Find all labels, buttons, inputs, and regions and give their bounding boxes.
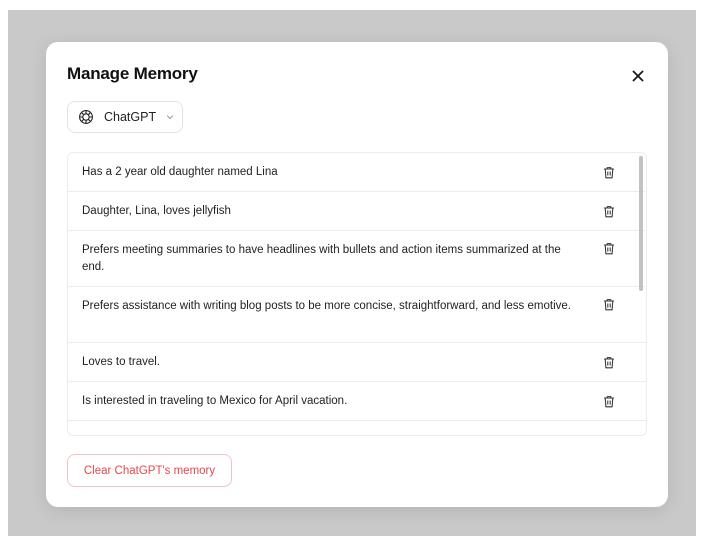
trash-icon[interactable] <box>603 435 615 436</box>
memory-text: Is interested in traveling to Mexico for April vacation. <box>82 394 348 407</box>
trash-icon[interactable] <box>603 205 615 218</box>
memory-item <box>68 382 646 421</box>
manage-memory-dialog <box>46 42 668 507</box>
clear-memory-button[interactable]: Clear ChatGPT's memory <box>67 454 232 487</box>
scrollbar-track[interactable] <box>636 153 646 435</box>
memory-list <box>67 152 647 436</box>
close-button[interactable] <box>628 66 648 86</box>
model-selector-label: ChatGPT <box>104 110 157 124</box>
scrollbar-thumb[interactable] <box>639 156 643 291</box>
memory-item <box>68 153 646 192</box>
memory-text: Loves to travel. <box>82 355 160 368</box>
trash-icon[interactable] <box>603 242 615 255</box>
memory-text: Prefers meeting summaries to have headlines with bullets and action items summarized at the end. <box>82 244 561 273</box>
memory-text: Daughter, Lina, loves jellyfish <box>82 204 231 217</box>
memory-item <box>68 287 646 343</box>
model-selector-dropdown[interactable] <box>67 101 183 133</box>
memory-item <box>68 343 646 382</box>
dialog-title: Manage Memory <box>67 64 198 83</box>
memory-text: Has a 2 year old daughter named Lina <box>82 165 278 178</box>
memory-item <box>68 231 646 287</box>
memory-item <box>68 421 646 436</box>
trash-icon[interactable] <box>603 356 615 369</box>
trash-icon[interactable] <box>603 298 615 311</box>
chevron-down-icon <box>165 112 175 122</box>
memory-item <box>68 192 646 231</box>
memory-text: Prefers assistance with writing blog posts to be more concise, straightforward, and less emotive. <box>82 300 571 312</box>
openai-logo-icon <box>78 109 94 125</box>
trash-icon[interactable] <box>603 395 615 408</box>
trash-icon[interactable] <box>603 166 615 179</box>
close-icon <box>628 66 648 86</box>
